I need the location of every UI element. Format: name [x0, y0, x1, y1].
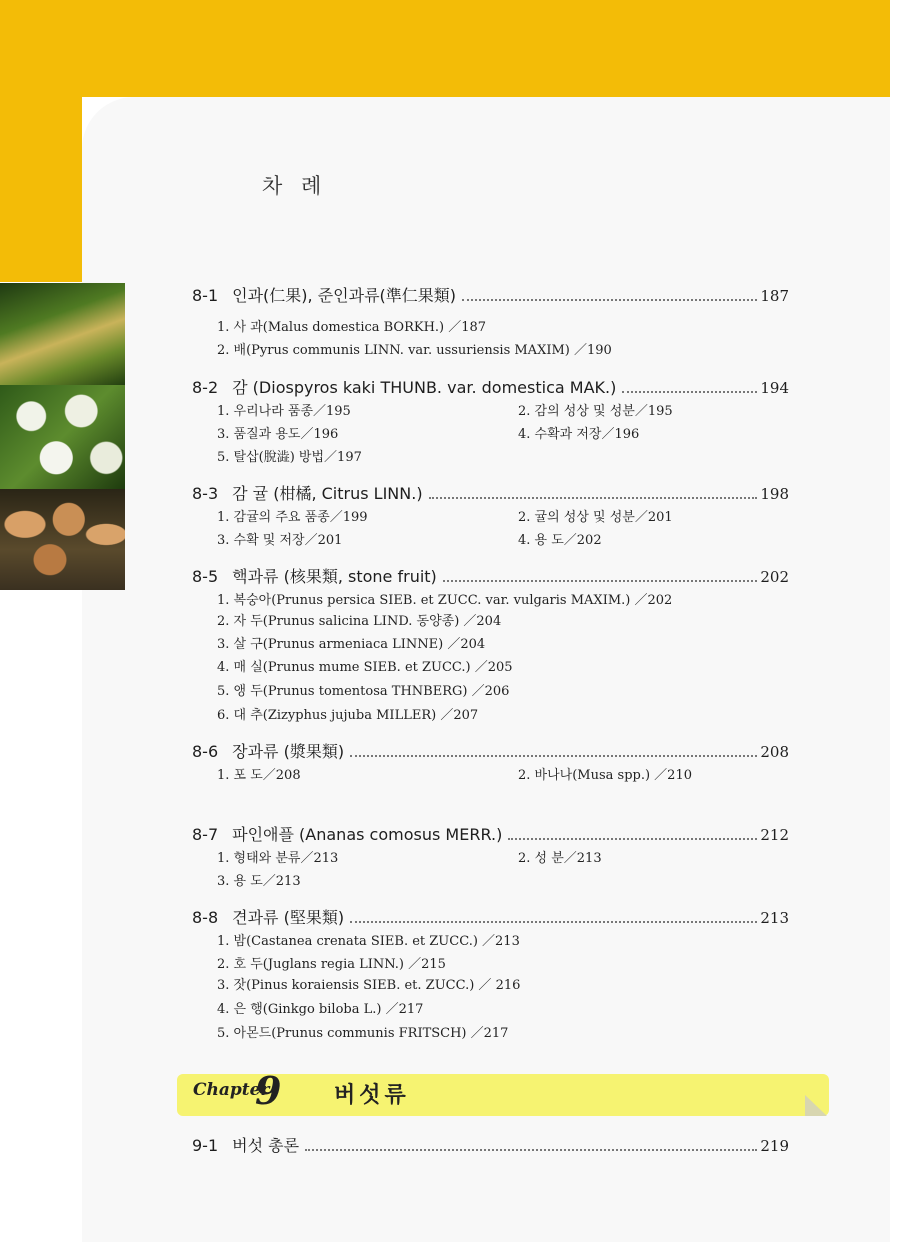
section-page: 187 [760, 287, 789, 305]
toc-item[interactable]: 3. 살 구(Prunus armeniaca LINNE) ／204 [217, 637, 486, 652]
toc-item[interactable]: 6. 대 추(Zizyphus jujuba MILLER) ／207 [217, 708, 479, 723]
section-number: 8-1 [192, 286, 219, 305]
toc-item[interactable]: 3. 용 도／213 [217, 874, 301, 889]
toc-item[interactable]: 2. 배(Pyrus communis LINN. var. ussuriensis MAXIM) ／190 [217, 343, 612, 358]
mushrooms-photo [0, 489, 125, 590]
toc-item[interactable]: 1. 복숭아(Prunus persica SIEB. et ZUCC. var. vulgaris MAXIM.) ／202 [217, 593, 673, 608]
toc-item[interactable]: 5. 아몬드(Prunus communis FRITSCH) ／217 [217, 1026, 509, 1041]
dot-leader [622, 391, 757, 393]
section-title: 핵과류 (核果類, stone fruit) [232, 567, 437, 586]
dot-leader [443, 580, 758, 582]
toc-item[interactable]: 3. 품질과 용도／196 [217, 427, 339, 442]
toc-section-8-2[interactable] [192, 375, 789, 398]
section-number: 9-1 [192, 1136, 219, 1155]
toc-item[interactable]: 4. 은 행(Ginkgo biloba L.) ／217 [217, 1002, 424, 1017]
section-title: 장과류 (漿果類) [232, 742, 345, 761]
section-number: 8-5 [192, 567, 219, 586]
toc-item[interactable]: 2. 자 두(Prunus salicina LIND. 동양종) ／204 [217, 614, 502, 629]
toc-item[interactable]: 4. 수확과 저장／196 [518, 427, 640, 442]
section-number: 8-2 [192, 378, 219, 397]
toc-item[interactable]: 1. 감귤의 주요 품종／199 [217, 510, 368, 525]
toc-item[interactable]: 2. 귤의 성상 및 성분／201 [518, 510, 673, 525]
toc-section-8-1[interactable] [192, 283, 789, 306]
toc-item[interactable]: 1. 사 과(Malus domestica BORKH.) ／187 [217, 320, 487, 335]
toc-item[interactable]: 1. 형태와 분류／213 [217, 851, 339, 866]
toc-section-8-8[interactable] [192, 905, 789, 928]
section-number: 8-7 [192, 825, 219, 844]
toc-item[interactable]: 4. 용 도／202 [518, 533, 602, 548]
toc-item[interactable]: 5. 탈삽(脫澁) 방법／197 [217, 450, 362, 465]
toc-item[interactable]: 1. 우리나라 품종／195 [217, 404, 351, 419]
toc-item[interactable]: 3. 수확 및 저장／201 [217, 533, 343, 548]
header-band [0, 0, 890, 97]
section-title: 견과류 (堅果類) [232, 908, 345, 927]
section-page: 198 [760, 485, 789, 503]
section-page: 208 [760, 743, 789, 761]
section-title: 버섯 총론 [232, 1136, 300, 1155]
chapter-title[interactable]: 버섯류 [334, 1083, 410, 1108]
wheat-photo [0, 283, 125, 385]
dot-leader [429, 497, 758, 499]
toc-section-8-7[interactable] [192, 822, 789, 845]
section-number: 8-6 [192, 742, 219, 761]
section-number: 8-8 [192, 908, 219, 927]
dot-leader [305, 1149, 757, 1151]
toc-item[interactable]: 2. 감의 성상 및 성분／195 [518, 404, 673, 419]
dot-leader [350, 921, 757, 923]
side-band [0, 0, 82, 282]
page-title: 차 례 [262, 174, 328, 198]
toc-item[interactable]: 3. 잣(Pinus koraiensis SIEB. et. ZUCC.) ／ 216 [217, 978, 521, 993]
section-title: 파인애플 (Ananas comosus MERR.) [232, 825, 503, 844]
dot-leader [508, 838, 757, 840]
page-edge [890, 0, 900, 1242]
toc-item[interactable]: 5. 앵 두(Prunus tomentosa THNBERG) ／206 [217, 684, 510, 699]
toc-item[interactable]: 4. 매 실(Prunus mume SIEB. et ZUCC.) ／205 [217, 660, 513, 675]
section-page: 219 [760, 1137, 789, 1155]
section-number: 8-3 [192, 484, 219, 503]
section-title: 감 귤 (柑橘, Citrus LINN.) [232, 484, 423, 503]
toc-item[interactable]: 1. 포 도／208 [217, 768, 301, 783]
toc-section-8-5[interactable] [192, 564, 789, 587]
section-page: 212 [760, 826, 789, 844]
section-page: 194 [760, 379, 789, 397]
toc-item[interactable]: 2. 호 두(Juglans regia LINN.) ／215 [217, 957, 446, 972]
toc-section-9-1[interactable] [192, 1133, 789, 1156]
section-page: 213 [760, 909, 789, 927]
dot-leader [350, 755, 757, 757]
toc-section-8-6[interactable] [192, 739, 789, 762]
dot-leader [462, 299, 757, 301]
chapter-number: 9 [255, 1068, 282, 1113]
flowers-photo [0, 385, 125, 489]
toc-item[interactable]: 1. 밤(Castanea crenata SIEB. et ZUCC.) ／213 [217, 934, 520, 949]
section-page: 202 [760, 568, 789, 586]
section-title: 인과(仁果), 준인과류(準仁果類) [232, 286, 457, 305]
toc-item[interactable]: 2. 성 분／213 [518, 851, 602, 866]
section-title: 감 (Diospyros kaki THUNB. var. domestica MAK.) [232, 378, 617, 397]
toc-item[interactable]: 2. 바나나(Musa spp.) ／210 [518, 768, 692, 783]
chapter-label: Chapter [193, 1080, 270, 1100]
toc-section-8-3[interactable] [192, 481, 789, 504]
page-curl-icon [805, 1095, 827, 1116]
